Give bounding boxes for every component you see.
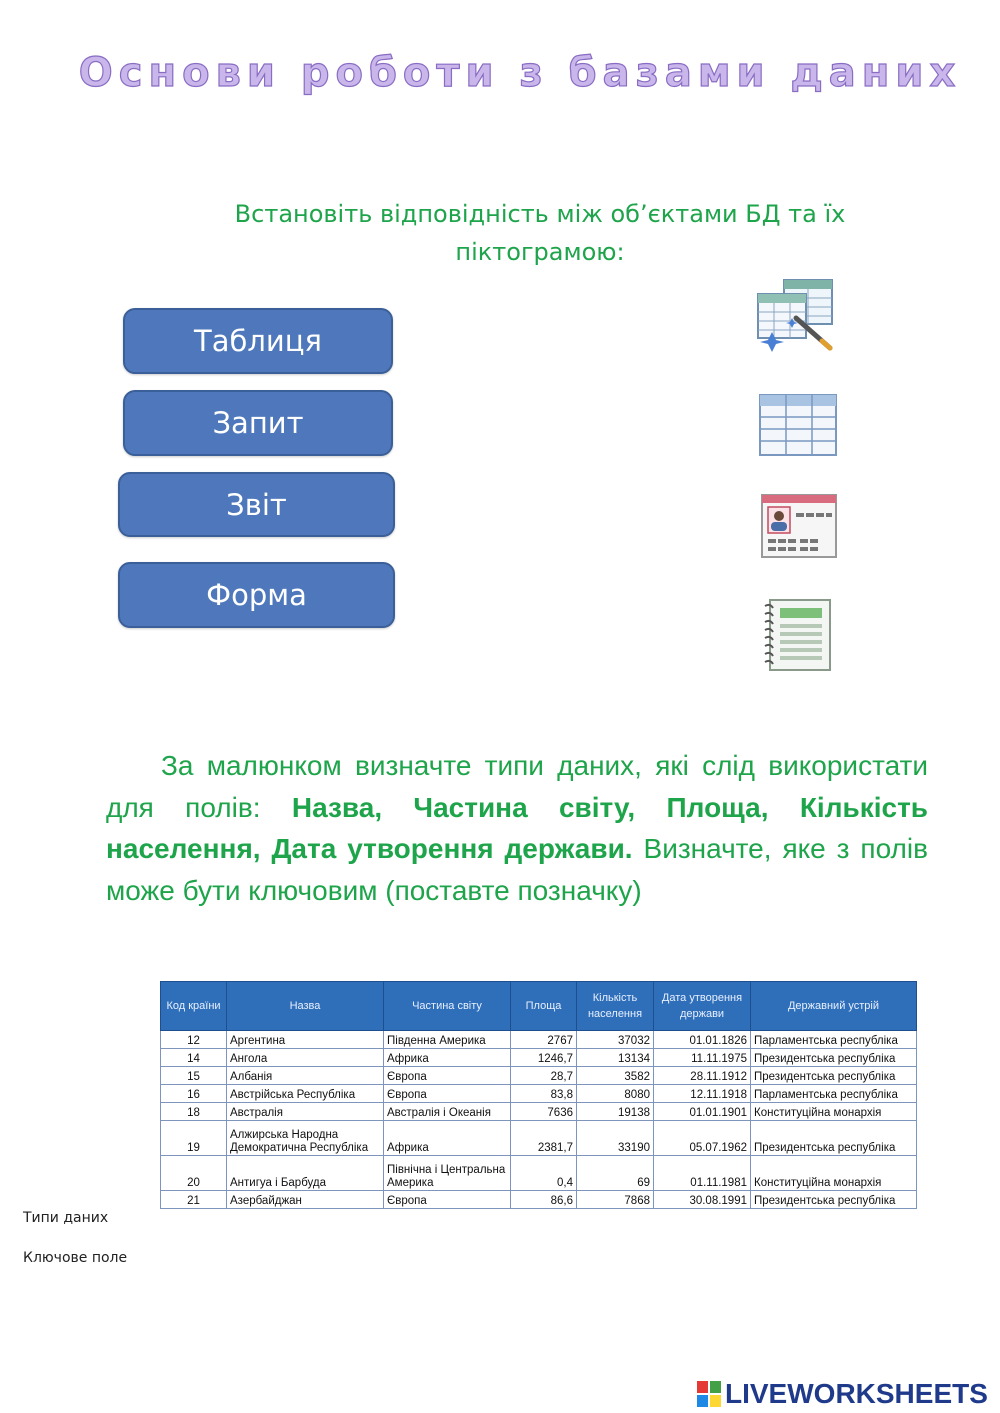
logo-text: LIVEWORKSHEETS bbox=[725, 1378, 988, 1409]
table-cell: 11.11.1975 bbox=[654, 1049, 751, 1067]
table-cell: Північна і Центральна Америка bbox=[384, 1156, 511, 1191]
column-header: Код країни bbox=[161, 982, 227, 1031]
column-header: Кількість населення bbox=[577, 982, 654, 1031]
table-cell: 01.01.1901 bbox=[654, 1103, 751, 1121]
table-cell: 2767 bbox=[511, 1031, 577, 1049]
table-cell: 2381,7 bbox=[511, 1121, 577, 1156]
table-cell: Президентська республіка bbox=[751, 1121, 917, 1156]
form-icon[interactable] bbox=[760, 493, 838, 559]
table-cell: Європа bbox=[384, 1191, 511, 1209]
table-header-row bbox=[161, 982, 917, 1031]
page-title: Основи роботи з базами даних bbox=[78, 50, 962, 96]
key-field-label: Ключове поле bbox=[23, 1250, 128, 1266]
table-row bbox=[161, 1121, 917, 1156]
table-cell: 0,4 bbox=[511, 1156, 577, 1191]
table-cell: 28.11.1912 bbox=[654, 1067, 751, 1085]
table-cell: Ангола bbox=[227, 1049, 384, 1067]
table-cell: Антигуа і Барбуда bbox=[227, 1156, 384, 1191]
table-cell: 8080 bbox=[577, 1085, 654, 1103]
table-cell: Конституційна монархія bbox=[751, 1156, 917, 1191]
table-cell: 19 bbox=[161, 1121, 227, 1156]
table-row bbox=[161, 1049, 917, 1067]
table-cell: 21 bbox=[161, 1191, 227, 1209]
table-row bbox=[161, 1067, 917, 1085]
object-button-report[interactable]: Звіт bbox=[118, 472, 395, 537]
table-cell: Президентська республіка bbox=[751, 1191, 917, 1209]
table-cell: Африка bbox=[384, 1121, 511, 1156]
table-cell: 86,6 bbox=[511, 1191, 577, 1209]
task-fields: Назва, Частина світу, Площа, Кількість населення, Дата утворення держави. bbox=[106, 791, 928, 864]
table-cell: 33190 bbox=[577, 1121, 654, 1156]
table-cell: Президентська республіка bbox=[751, 1067, 917, 1085]
table-row bbox=[161, 1085, 917, 1103]
object-button-form[interactable]: Форма bbox=[118, 562, 395, 628]
column-header: Площа bbox=[511, 982, 577, 1031]
table-cell: Південна Америка bbox=[384, 1031, 511, 1049]
query-wizard-icon[interactable] bbox=[752, 278, 838, 354]
liveworksheets-logo[interactable] bbox=[697, 1378, 988, 1410]
table-cell: 20 bbox=[161, 1156, 227, 1191]
table-cell: Австралія і Океанія bbox=[384, 1103, 511, 1121]
object-button-table[interactable]: Таблиця bbox=[123, 308, 393, 374]
table-cell: 7636 bbox=[511, 1103, 577, 1121]
table-cell: 13134 bbox=[577, 1049, 654, 1067]
table-cell: 83,8 bbox=[511, 1085, 577, 1103]
task-intro: За малюнком визначте типи даних, які слід використати для полів: bbox=[106, 750, 928, 823]
task-key-field: Визначте, яке з полів може бути ключовим (поставте позначку) bbox=[106, 833, 928, 906]
table-cell: Азербайджан bbox=[227, 1191, 384, 1209]
table-cell: 1246,7 bbox=[511, 1049, 577, 1067]
table-icon[interactable] bbox=[758, 393, 838, 457]
data-types-task bbox=[106, 745, 928, 911]
table-cell: 19138 bbox=[577, 1103, 654, 1121]
table-cell: 3582 bbox=[577, 1067, 654, 1085]
table-cell: Африка bbox=[384, 1049, 511, 1067]
table-cell: Парламентська республіка bbox=[751, 1031, 917, 1049]
table-cell: 15 bbox=[161, 1067, 227, 1085]
table-cell: Албанія bbox=[227, 1067, 384, 1085]
table-cell: 01.01.1826 bbox=[654, 1031, 751, 1049]
table-cell: Аргентина bbox=[227, 1031, 384, 1049]
table-cell: 37032 bbox=[577, 1031, 654, 1049]
logo-blocks-icon bbox=[697, 1381, 721, 1407]
table-row bbox=[161, 1156, 917, 1191]
table-cell: 16 bbox=[161, 1085, 227, 1103]
table-row bbox=[161, 1103, 917, 1121]
table-cell: 18 bbox=[161, 1103, 227, 1121]
table-cell: Австралія bbox=[227, 1103, 384, 1121]
column-header: Державний устрій bbox=[751, 982, 917, 1031]
table-cell: 69 bbox=[577, 1156, 654, 1191]
table-cell: 05.07.1962 bbox=[654, 1121, 751, 1156]
table-cell: 01.11.1981 bbox=[654, 1156, 751, 1191]
table-row bbox=[161, 1031, 917, 1049]
table-cell: Європа bbox=[384, 1067, 511, 1085]
table-cell: 28,7 bbox=[511, 1067, 577, 1085]
table-cell: 7868 bbox=[577, 1191, 654, 1209]
table-cell: 12 bbox=[161, 1031, 227, 1049]
column-header: Назва bbox=[227, 982, 384, 1031]
matching-instruction: Встановіть відповідність між об’єктами БД та їх піктограмою: bbox=[234, 200, 846, 266]
column-header: Дата утворення держави bbox=[654, 982, 751, 1031]
report-icon[interactable] bbox=[762, 598, 834, 672]
table-row bbox=[161, 1191, 917, 1209]
object-button-query[interactable]: Запит bbox=[123, 390, 393, 456]
table-cell: Алжирська Народна Демократична Республіка bbox=[227, 1121, 384, 1156]
countries-table bbox=[160, 981, 916, 1209]
data-types-label: Типи даних bbox=[23, 1210, 109, 1226]
table-cell: Конституційна монархія bbox=[751, 1103, 917, 1121]
table-cell: 12.11.1918 bbox=[654, 1085, 751, 1103]
table-cell: 14 bbox=[161, 1049, 227, 1067]
table-cell: Парламентська республіка bbox=[751, 1085, 917, 1103]
table-cell: 30.08.1991 bbox=[654, 1191, 751, 1209]
column-header: Частина світу bbox=[384, 982, 511, 1031]
table-cell: Європа bbox=[384, 1085, 511, 1103]
table-cell: Президентська республіка bbox=[751, 1049, 917, 1067]
table-cell: Австрійська Республіка bbox=[227, 1085, 384, 1103]
